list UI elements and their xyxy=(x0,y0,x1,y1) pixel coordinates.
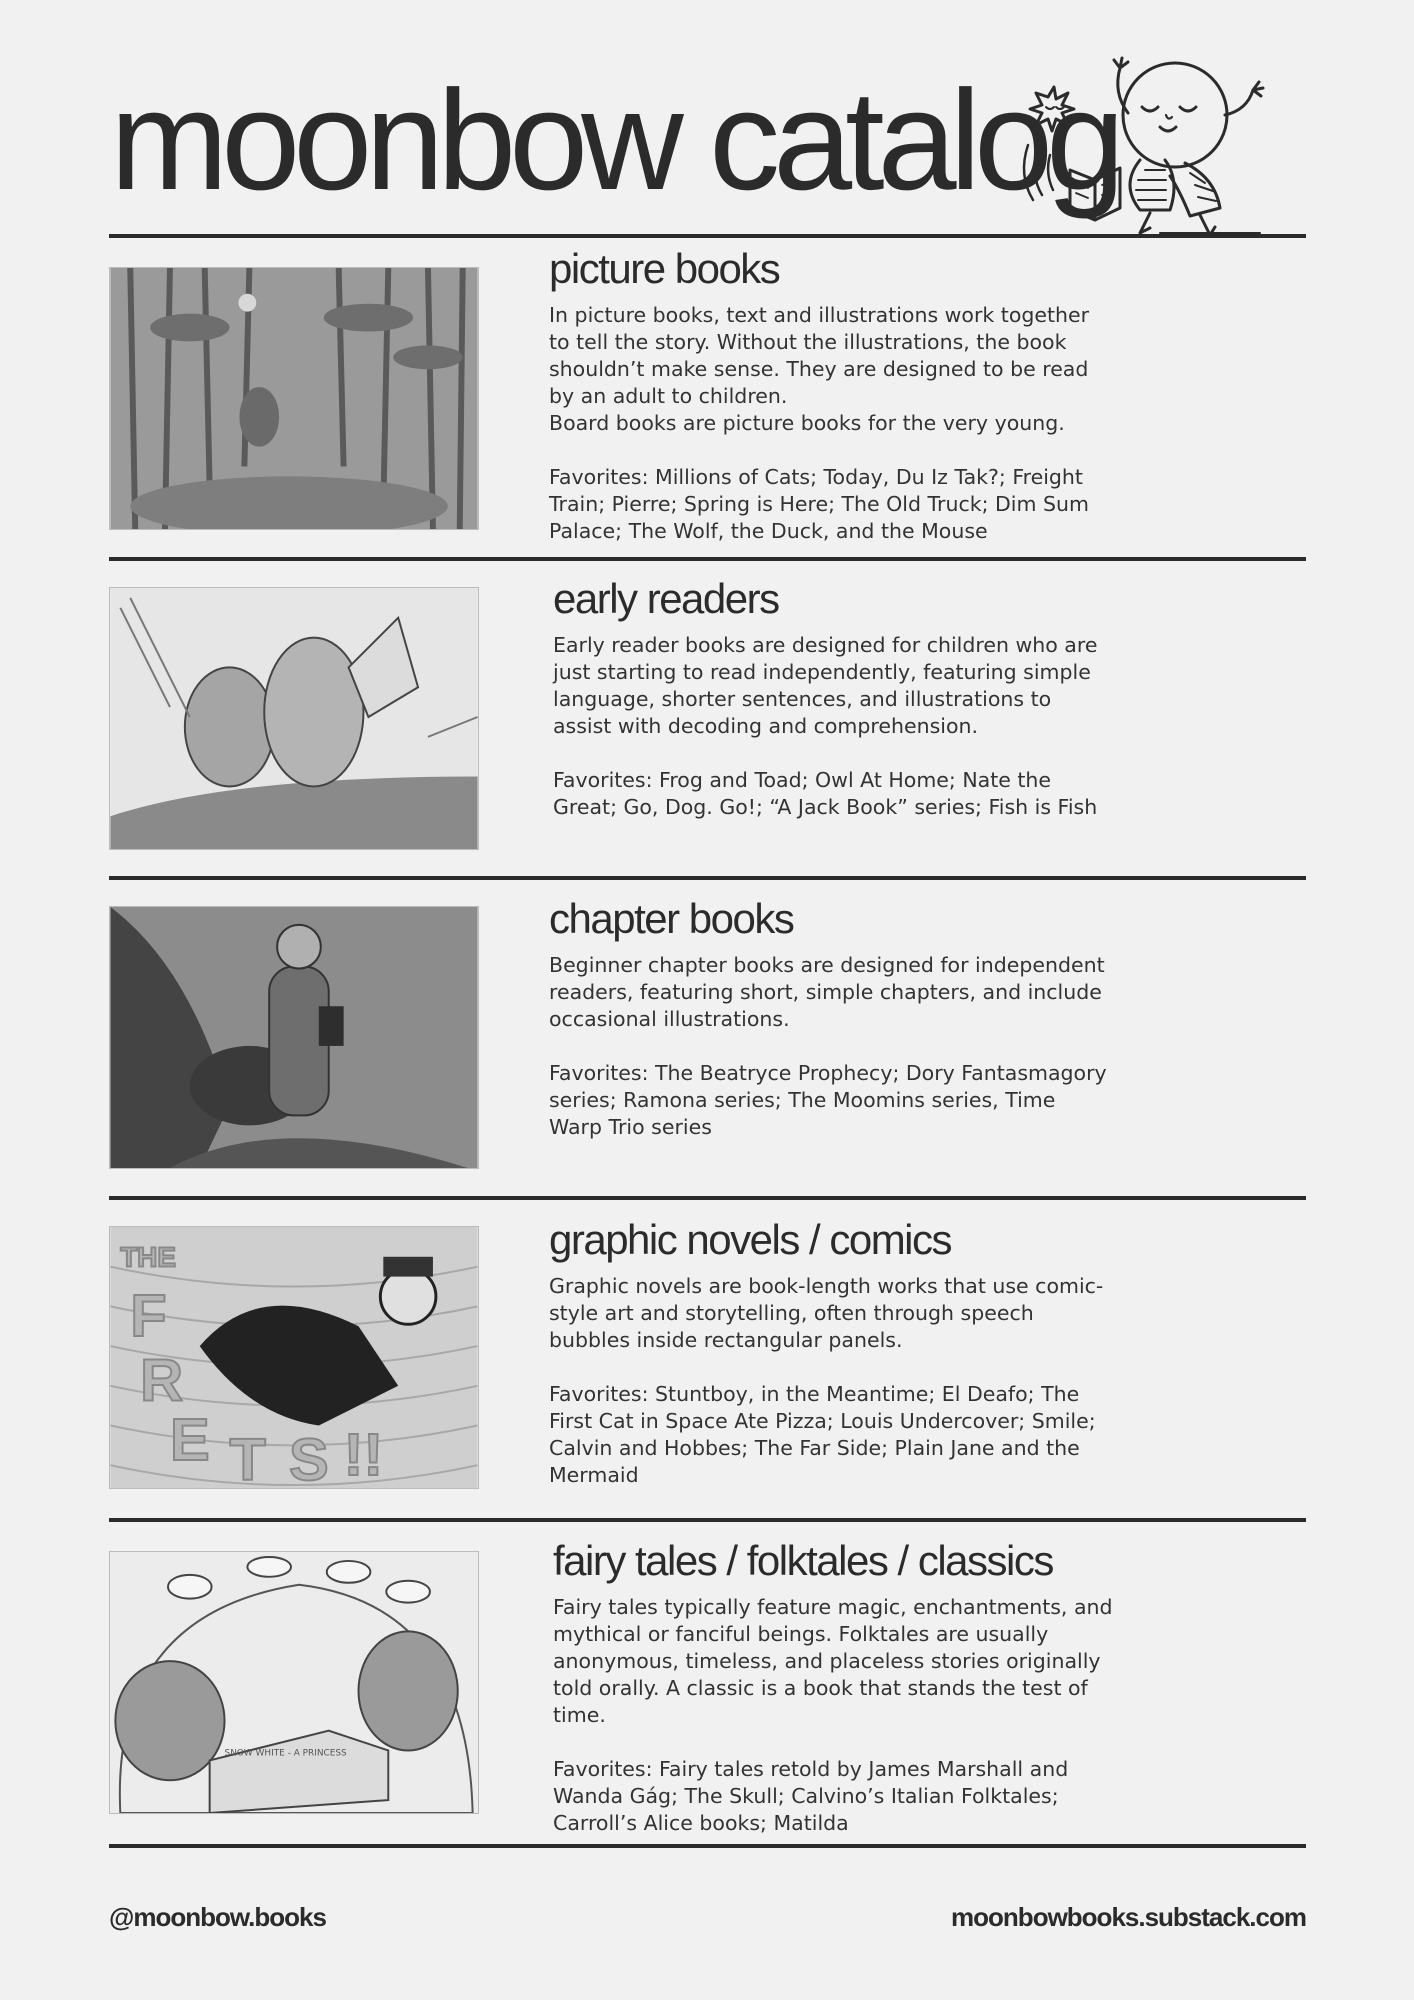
moon-mascot-reading-illustration xyxy=(1010,55,1310,260)
picture-books-illustration xyxy=(109,267,479,530)
section-heading: chapter books xyxy=(549,895,794,942)
svg-text:E: E xyxy=(169,1406,210,1474)
section-description: In picture books, text and illustrations work together to tell the story. Without the illustrations, the book shouldn’t make sense. They are designed to be read by an adult to children. Board books are picture books for the very young. xyxy=(549,303,1090,436)
section-heading: graphic novels / comics xyxy=(549,1216,952,1263)
early-readers-illustration xyxy=(109,587,479,850)
section-picture-books xyxy=(549,246,1109,545)
section-favorites: Favorites: The Beatryce Prophecy; Dory Fantasmagory series; Ramona series; The Moomins series, Time Warp Trio series xyxy=(549,1061,1107,1140)
divider-bottom xyxy=(109,1844,1306,1848)
svg-text:F: F xyxy=(130,1282,167,1350)
section-heading: early readers xyxy=(553,575,779,622)
section-favorites: Favorites: Fairy tales retold by James Marshall and Wanda Gág; The Skull; Calvino’s Italian Folktales; Carroll’s Alice books; Matilda xyxy=(553,1757,1069,1836)
section-description: Graphic novels are book-length works that use comic-style art and storytelling, often through speech bubbles inside rectangular panels. xyxy=(549,1274,1104,1353)
section-description: Fairy tales typically feature magic, enchantments, and mythical or fanciful beings. Folktales are usually anonymous, timeless, and placeless stories originally told orally. A classic is a book that stands the test of time. xyxy=(553,1595,1113,1728)
footer-website-link[interactable]: moonbowbooks.substack.com xyxy=(951,1902,1306,1932)
divider-top xyxy=(109,234,1306,238)
divider xyxy=(109,1196,1306,1200)
divider xyxy=(109,1518,1306,1522)
svg-text:!!: !! xyxy=(343,1421,384,1488)
section-heading: picture books xyxy=(549,245,780,292)
svg-text:T: T xyxy=(229,1426,266,1488)
svg-text:THE: THE xyxy=(120,1241,176,1273)
divider xyxy=(109,557,1306,561)
graphic-novels-illustration xyxy=(109,1226,479,1489)
section-fairy-tales xyxy=(553,1538,1113,1837)
section-description: Beginner chapter books are designed for independent readers, featuring short, simple chapters, and include occasional illustrations. xyxy=(549,953,1105,1032)
section-description: Early reader books are designed for children who are just starting to read independently, featuring simple language, shorter sentences, and illustrations to assist with decoding and comprehension. xyxy=(553,633,1098,739)
fairy-tales-illustration xyxy=(109,1551,479,1814)
catalog-title: moonbow catalog xyxy=(110,61,1119,220)
section-graphic-novels xyxy=(549,1217,1109,1489)
divider xyxy=(109,876,1306,880)
svg-text:S: S xyxy=(289,1426,329,1488)
section-heading: fairy tales / folktales / classics xyxy=(553,1537,1053,1584)
svg-text:R: R xyxy=(140,1346,184,1414)
section-early-readers xyxy=(553,576,1113,821)
section-chapter-books xyxy=(549,896,1109,1141)
footer-handle[interactable]: @moonbow.books xyxy=(109,1902,326,1932)
section-favorites: Favorites: Stuntboy, in the Meantime; El Deafo; The First Cat in Space Ate Pizza; Louis Undercover; Smile; Calvin and Hobbes; The Far Side; Plain Jane and the Mermaid xyxy=(549,1382,1096,1488)
section-favorites: Favorites: Millions of Cats; Today, Du Iz Tak?; Freight Train; Pierre; Spring is Here; The Old Truck; Dim Sum Palace; The Wolf, the Duck, and the Mouse xyxy=(549,465,1089,544)
chapter-books-illustration xyxy=(109,906,479,1169)
section-favorites: Favorites: Frog and Toad; Owl At Home; Nate the Great; Go, Dog. Go!; “A Jack Book” series; Fish is Fish xyxy=(553,768,1098,820)
coffin-lettering: SNOW WHITE - A PRINCESS xyxy=(224,1748,347,1759)
